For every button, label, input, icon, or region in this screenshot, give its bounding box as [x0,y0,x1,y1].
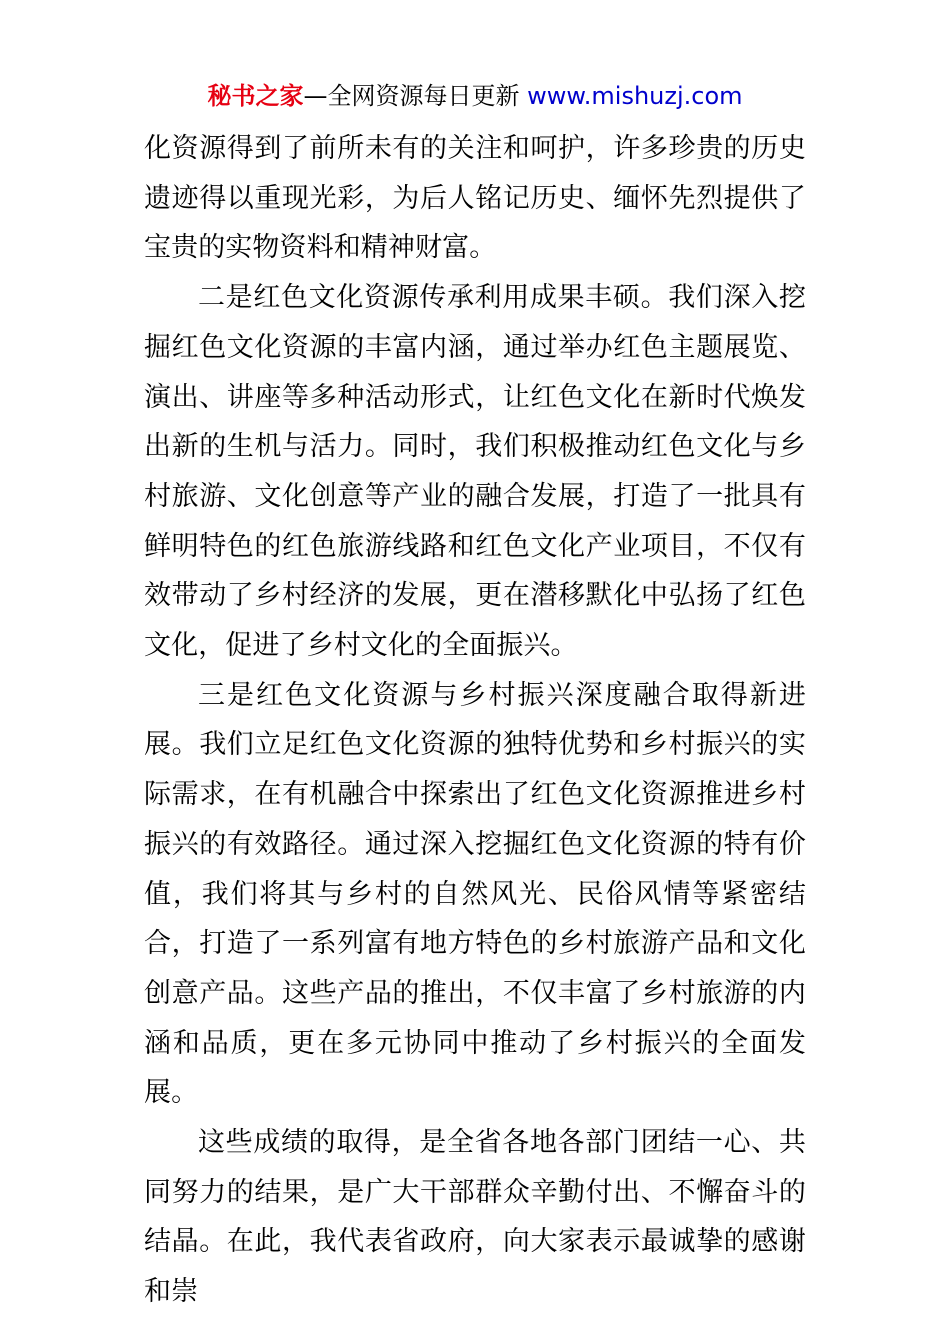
document-body [144,124,806,1317]
header-tagline: —全网资源每日更新 [303,82,528,110]
website-link[interactable]: www.mishuzj.com [527,82,743,110]
page-header [0,80,950,112]
paragraph-continuation: 化资源得到了前所未有的关注和呵护，许多珍贵的历史遗迹得以重现光彩，为后人铭记历史、缅怀先烈提供了宝贵的实物资料和精神财富。 [144,133,806,264]
paragraph-rural-revitalization: 三是红色文化资源与乡村振兴深度融合取得新进展。我们立足红色文化资源的独特优势和乡村振兴的实际需求，在有机融合中探索出了红色文化资源推进乡村振兴的有效路径。通过深入挖掘红色文化资源的特有价值，我们将其与乡村的自然风光、民俗风情等紧密结合，打造了一系列富有地方特色的乡村旅游产品和文化创意产品。这些产品的推出，不仅丰富了乡村旅游的内涵和品质，更在多元协同中推动了乡村振兴的全面发展。 [144,679,806,1109]
paragraph-inheritance-results: 二是红色文化资源传承利用成果丰硕。我们深入挖掘红色文化资源的丰富内涵，通过举办红色主题展览、演出、讲座等多种活动形式，让红色文化在新时代焕发出新的生机与活力。同时，我们积极推动红色文化与乡村旅游、文化创意等产业的融合发展，打造了一批具有鲜明特色的红色旅游线路和红色文化产业项目，不仅有效带动了乡村经济的发展，更在潜移默化中弘扬了红色文化，促进了乡村文化的全面振兴。 [144,282,806,662]
brand-name: 秘书之家 [207,82,304,110]
paragraph-achievements: 这些成绩的取得，是全省各地各部门团结一心、共同努力的结果，是广大干部群众辛勤付出、不懈奋斗的结晶。在此，我代表省政府，向大家表示最诚挚的感谢和崇 [144,1127,806,1308]
